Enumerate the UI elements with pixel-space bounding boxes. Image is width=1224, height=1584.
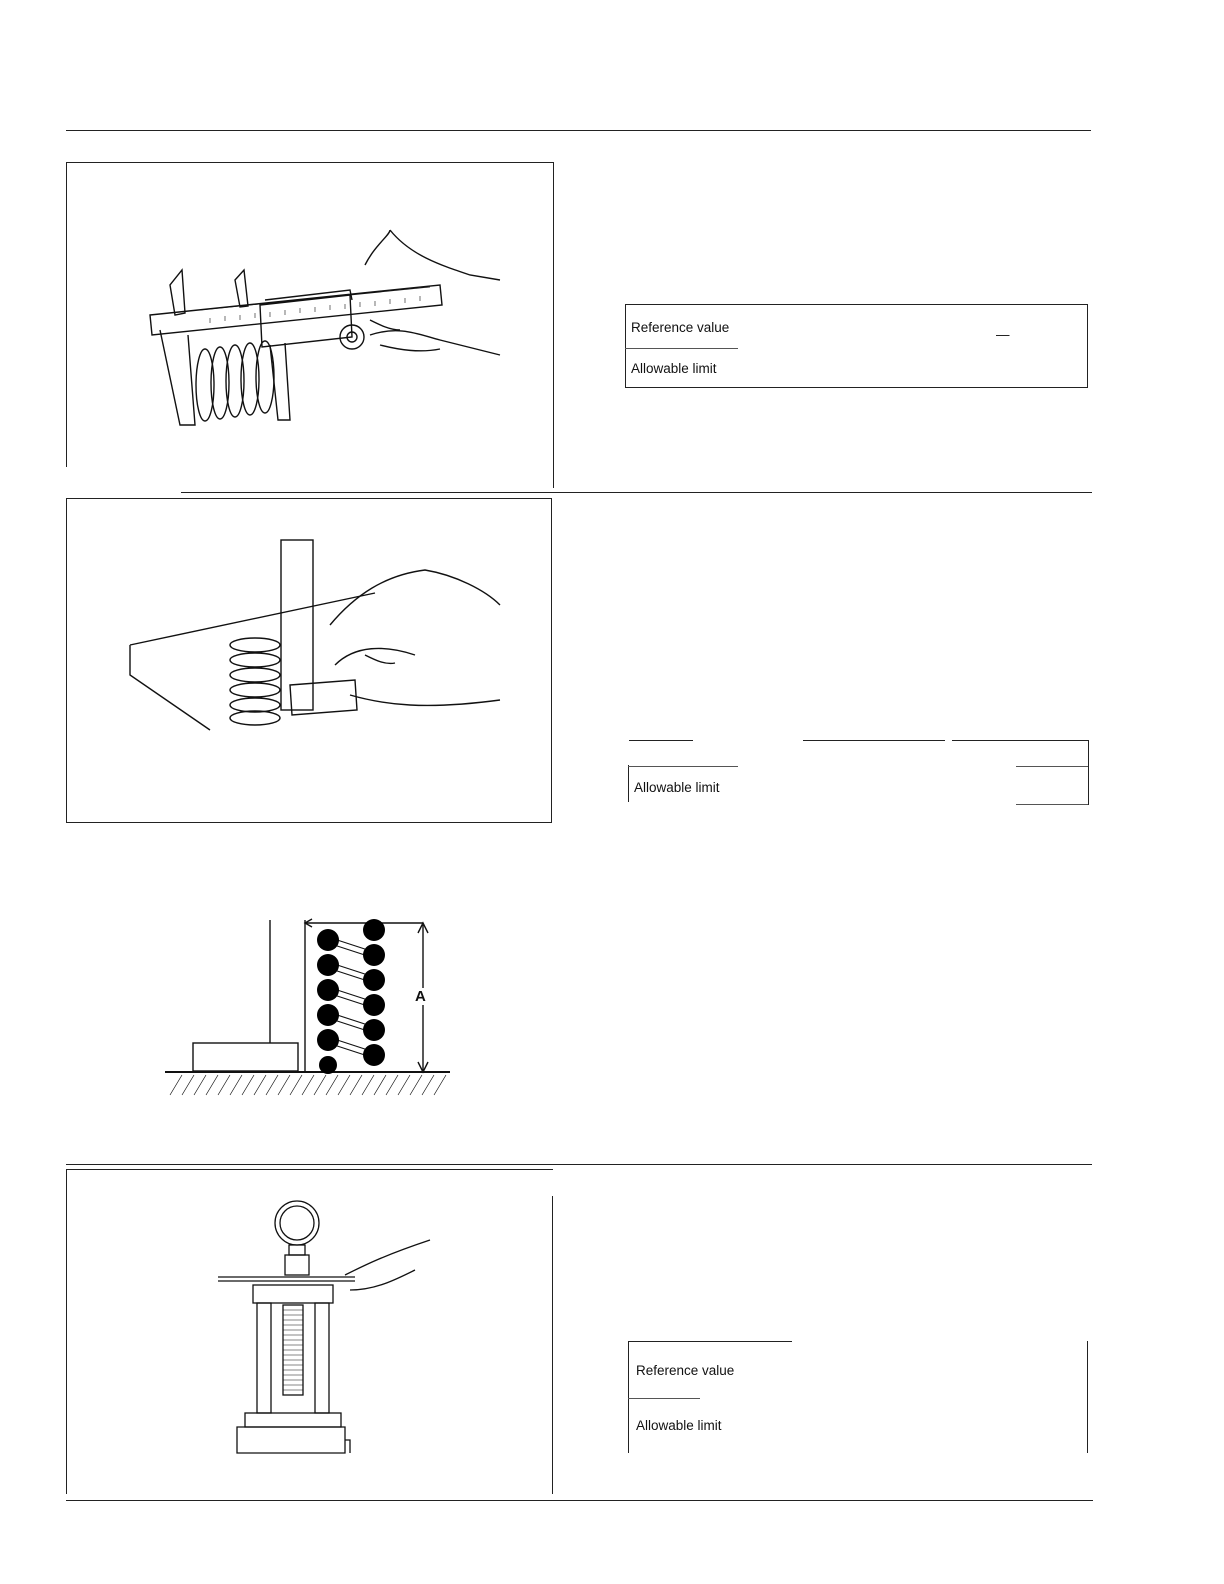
figure-frame-left — [66, 162, 67, 467]
table4-top-rule — [628, 1341, 792, 1342]
table2-bottom-rule — [1016, 804, 1088, 805]
table2-mid-rule-b — [1016, 766, 1088, 767]
table4-reference-label: Reference value — [636, 1363, 735, 1378]
table1-bottom-rule — [625, 387, 1088, 388]
table2-top-rule-b — [803, 740, 945, 741]
table1-left-rule — [625, 304, 626, 388]
figure-frame4-left — [66, 1169, 67, 1494]
table1-right-rule — [1087, 304, 1088, 388]
section1-rule — [181, 492, 1092, 493]
dimension-label-a: A — [415, 988, 426, 1005]
table1-reference-value: — — [996, 327, 1010, 342]
bottom-rule — [66, 1500, 1093, 1501]
table4-mid-rule — [628, 1398, 700, 1399]
figure-frame4-top — [66, 1169, 553, 1170]
square-illustration — [125, 535, 515, 735]
table2-top-rule-a — [629, 740, 693, 741]
table2-top-rule-c — [952, 740, 1089, 741]
table2-left-rule — [628, 765, 629, 802]
table1-reference-label: Reference value — [631, 320, 730, 335]
table4-right-rule — [1087, 1341, 1088, 1453]
table4-allowable-label: Allowable limit — [636, 1418, 722, 1433]
table2-allowable-label: Allowable limit — [634, 780, 720, 795]
table2-mid-rule-a — [628, 766, 738, 767]
section3-rule — [66, 1164, 1092, 1165]
caliper-illustration — [140, 225, 510, 445]
table1-allowable-label: Allowable limit — [631, 361, 717, 376]
table1-top-rule — [625, 304, 1088, 305]
spring-tilt-diagram — [160, 915, 460, 1100]
figure-frame4-right — [552, 1196, 553, 1494]
table4-left-rule — [628, 1341, 629, 1453]
top-rule — [66, 130, 1091, 131]
spring-tester-illustration — [215, 1195, 445, 1485]
table1-mid-rule — [625, 348, 738, 349]
table2-right-rule — [1088, 740, 1089, 805]
